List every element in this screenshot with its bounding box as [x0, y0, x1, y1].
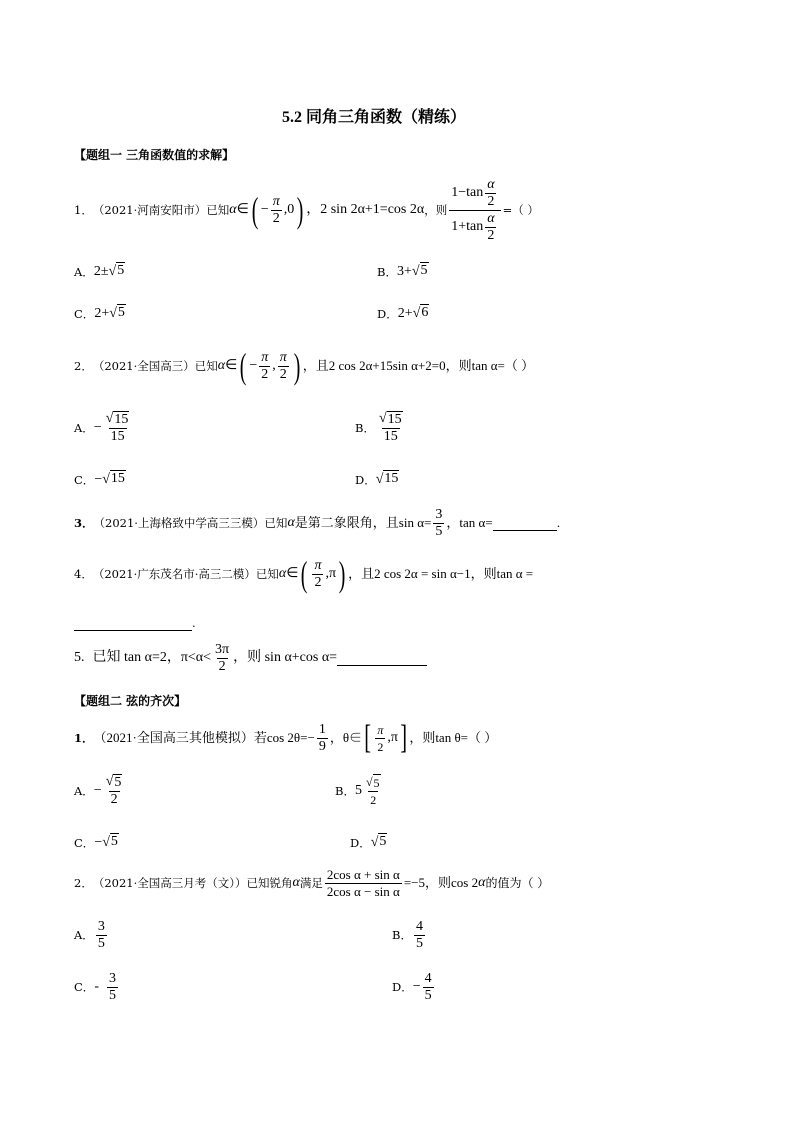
sqrt-icon: √ 5 [109, 305, 125, 321]
math-alpha: α [229, 202, 237, 217]
question-4: 4． （2021·广东茂名市·高三二模）已知 α ∈ ( $\frac{\pi}{2}$ ,π ) ，且2 cos 2α = sin α−1，则tan α = [74, 554, 534, 594]
q1-option-c: C． 2+ √ 5 [74, 304, 126, 324]
sqrt-icon: √ 15 [375, 471, 399, 487]
interval-end: ,0 [283, 202, 295, 217]
half-angle-fraction: 1−tan $\frac{\alpha}{2}$ 1+tan $\frac{\alpha}{2}$ [449, 177, 500, 244]
q6-option-a: A． − √ 5 2 [74, 774, 122, 807]
page-title: 5.2 同角三角函数（精练） [282, 109, 467, 126]
sqrt-icon: √ 5 [105, 774, 122, 790]
q6-option-b: B． 5 √ 5 2 [335, 775, 380, 807]
q2-option-d: D． √ 15 [355, 470, 399, 490]
math-in: ∈ [236, 202, 249, 217]
condition: ，2 sin 2α+1=cos 2α [306, 202, 425, 217]
math-neg: − [260, 202, 269, 217]
q1-option-a: A． 2± √ 5 [74, 262, 125, 282]
sqrt-icon: √ 15 [102, 471, 125, 487]
sqrt-icon: √ 15 [105, 411, 129, 427]
answer-blank[interactable] [493, 516, 557, 531]
section-heading-group2: 【题组二 弦的齐次】 [74, 694, 187, 708]
question-g2-1: 1． （2021·全国高三其他模拟）若cos 2θ=− $\frac{1}{9}$ ，θ∈ [ $\frac{\pi}{2}$ ,π ] ，则tan θ=（ ） [74, 719, 498, 756]
answer-blank[interactable] [74, 616, 192, 631]
sqrt-icon: √ 5 [365, 775, 380, 790]
question-5: 5. 已知 tan α=2，π<α< $\frac{3\pi}{2}$ ，则 sin α+cos α= [74, 638, 427, 678]
q2-option-b: B． √ 15 15 [355, 411, 402, 444]
left-paren: ( [251, 190, 259, 230]
fraction-pi-over-2: $\frac{\pi}{2}$ [272, 193, 280, 226]
q7-option-b: B． $\frac{4}{5}$ [392, 918, 423, 951]
q6-option-c: C． − √ 5 [74, 833, 119, 853]
question-2: 2． （2021·全国高三）已知 α ∈ ( − $\frac{\pi}{2}$ , $\frac{\pi}{2}$ ) ，且2 cos 2α+15sin α+2=0，则tan α=（ ） [74, 346, 535, 386]
sqrt-icon: √ 15 [378, 411, 402, 427]
answer-paren: =（ ） [502, 203, 539, 217]
q6-option-d: D． √ 5 [350, 833, 387, 853]
question-1 [74, 175, 539, 245]
answer-blank[interactable] [337, 651, 427, 666]
q1-option-b: B． 3+ √ 5 [377, 262, 429, 282]
question-number: 1． [74, 203, 93, 217]
q7-option-a: A． $\frac{3}{5}$ [74, 918, 105, 951]
q7-option-d: D． − $\frac{4}{5}$ [392, 970, 432, 1003]
q1-option-d: D． 2+ √ 6 [377, 304, 429, 324]
q4-answer-line: . [74, 613, 196, 633]
then-text: ，则 [424, 203, 448, 217]
q2-option-c: C． − √ 15 [74, 470, 126, 490]
right-paren: ) [296, 190, 304, 230]
question-3: 3． （2021·上海格致中学高三三模）已知 α 是第二象限角，且sin α= $\frac{3}{5}$ ，tan α= . [74, 506, 561, 539]
question-source: （2021·河南安阳市）已知 [92, 203, 230, 217]
section-heading-group1: 【题组一 三角函数值的求解】 [74, 148, 235, 162]
question-g2-2: 2． （2021·全国高三月考（文））已知锐角 α 满足 $\frac{\text{2cos α + sin α}}{\text{2cos α − sin α}}$ =−5，则cos 2 α 的值为（ ） [74, 866, 550, 899]
sqrt-icon: √ 5 [108, 263, 125, 279]
sqrt-icon: √ 5 [411, 263, 428, 279]
q7-option-c: C． - $\frac{3}{5}$ [74, 970, 116, 1003]
sqrt-icon: √ 5 [370, 834, 387, 850]
sqrt-icon: √ 6 [412, 305, 429, 321]
sqrt-icon: √ 5 [102, 834, 118, 850]
q2-option-a: A． − √ 15 15 [74, 411, 129, 444]
